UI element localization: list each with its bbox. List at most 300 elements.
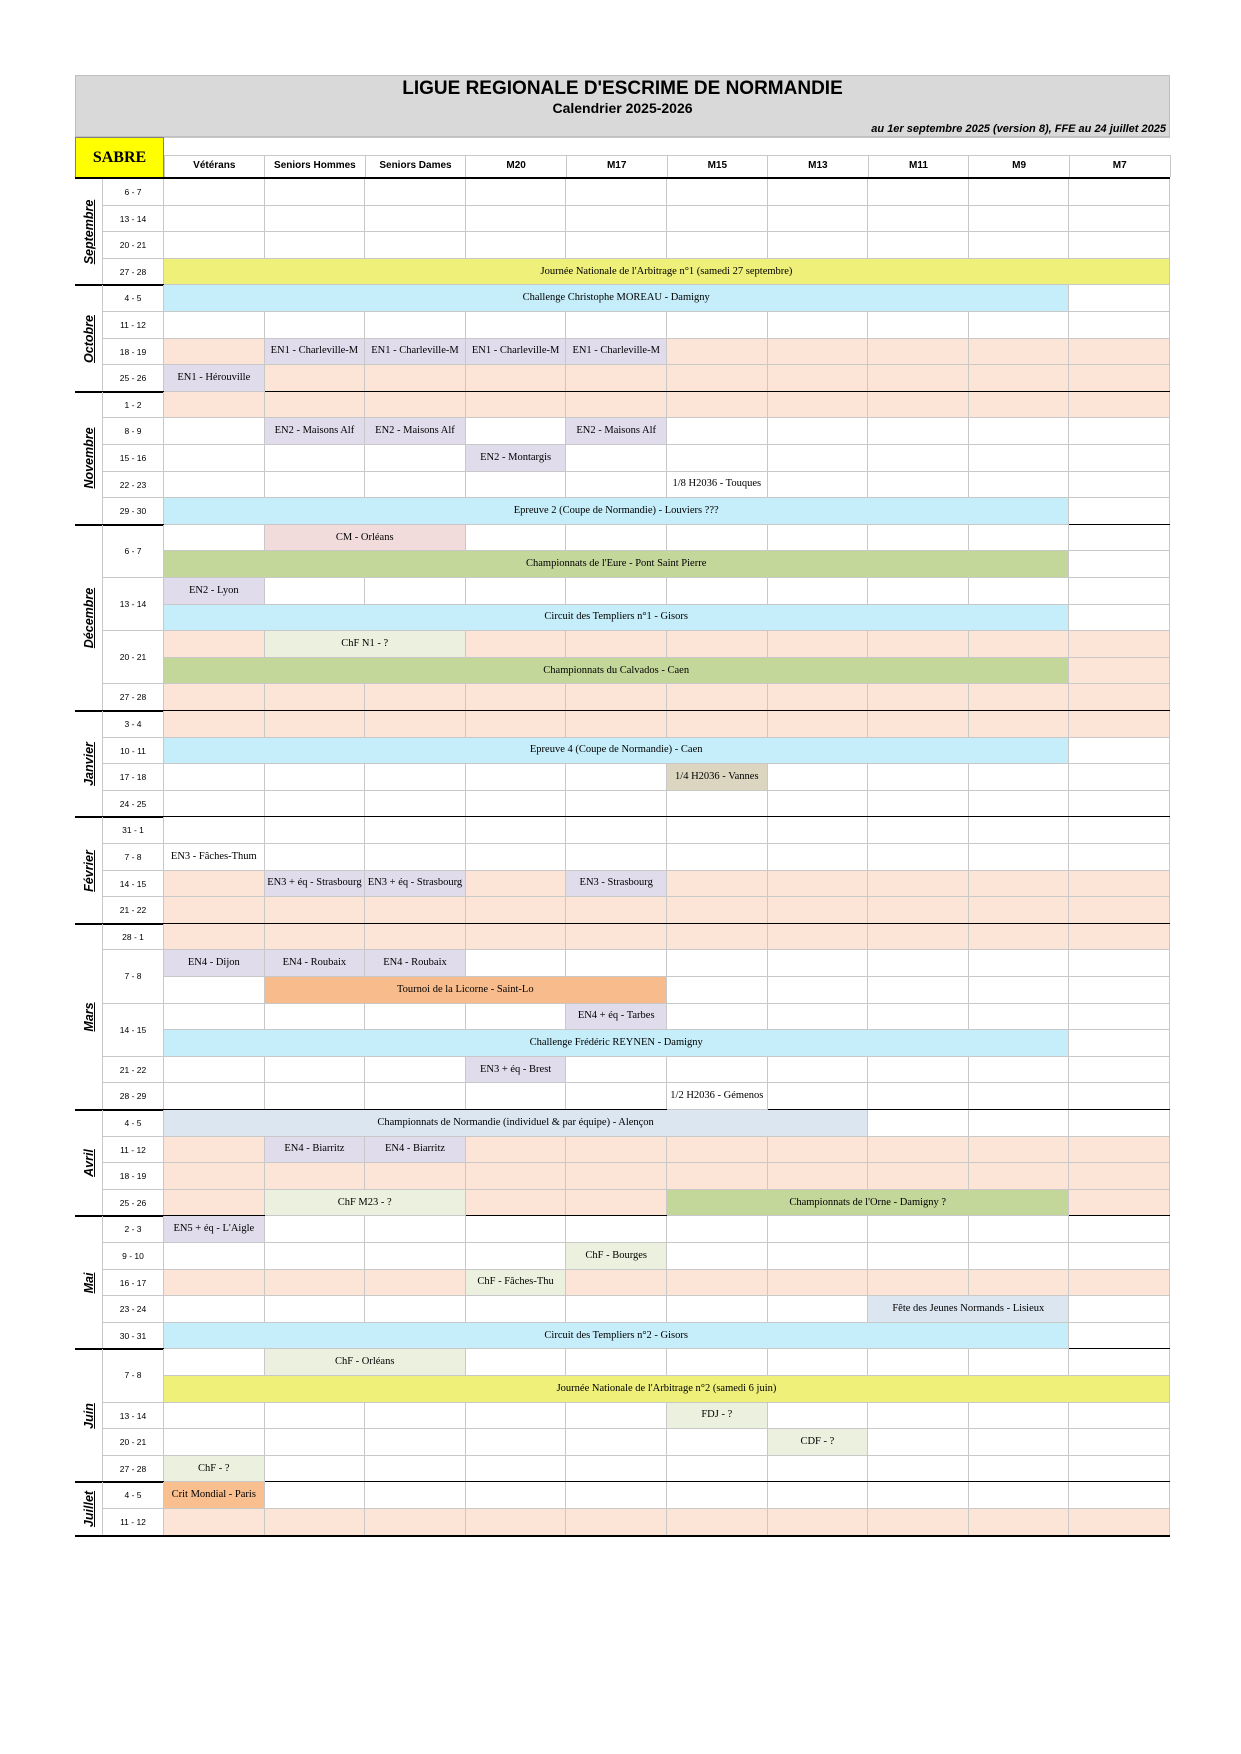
calendar-cell xyxy=(164,445,265,472)
week-date: 20 - 21 xyxy=(103,631,164,684)
calendar-cell xyxy=(969,897,1070,924)
calendar-cell xyxy=(969,1509,1070,1536)
column-header: M17 xyxy=(606,160,627,171)
calendar-cell xyxy=(1069,684,1170,711)
calendar-cell xyxy=(365,1057,466,1084)
calendar-cell xyxy=(868,684,969,711)
calendar-cell xyxy=(1069,844,1170,871)
event-cell: EN3 + éq - Brest xyxy=(466,1057,567,1084)
event-cell: EN1 - Charleville-M xyxy=(265,339,366,366)
event-cell: Challenge Frédéric REYNEN - Damigny xyxy=(164,1030,1069,1057)
calendar-cell xyxy=(365,1429,466,1456)
week-date: 13 - 14 xyxy=(103,206,164,233)
calendar-cell xyxy=(466,578,567,605)
calendar-cell xyxy=(566,950,667,977)
calendar-cell xyxy=(566,844,667,871)
calendar-cell xyxy=(365,472,466,499)
calendar-cell xyxy=(566,1349,667,1376)
calendar-cell xyxy=(868,897,969,924)
calendar-cell xyxy=(466,1509,567,1536)
calendar-cell xyxy=(466,1482,567,1509)
column-header: M9 xyxy=(1012,160,1027,171)
calendar-cell xyxy=(164,1137,265,1164)
calendar-cell xyxy=(868,1216,969,1243)
calendar-cell xyxy=(365,232,466,259)
calendar-cell xyxy=(265,1004,366,1031)
calendar-cell xyxy=(969,1163,1070,1190)
calendar-cell xyxy=(969,950,1070,977)
calendar-cell xyxy=(365,365,466,392)
month-label xyxy=(75,1349,103,1482)
calendar-cell xyxy=(365,764,466,791)
week-date: 13 - 14 xyxy=(103,578,164,631)
calendar-cell xyxy=(566,232,667,259)
calendar-cell xyxy=(768,1482,869,1509)
month-name: Décembre xyxy=(81,587,96,649)
calendar-cell xyxy=(667,578,768,605)
calendar-cell xyxy=(566,1509,667,1536)
calendar-cell xyxy=(265,232,366,259)
calendar-cell xyxy=(768,817,869,844)
calendar-cell xyxy=(969,817,1070,844)
calendar-cell xyxy=(768,711,869,738)
calendar-cell xyxy=(768,1403,869,1430)
week-date: 16 - 17 xyxy=(103,1270,164,1297)
calendar-cell xyxy=(1069,950,1170,977)
page-subtitle: Calendrier 2025-2026 xyxy=(552,100,693,116)
month-name: Février xyxy=(81,849,96,892)
calendar-cell xyxy=(164,631,265,658)
calendar-cell xyxy=(868,578,969,605)
calendar-cell xyxy=(1069,977,1170,1004)
page-title: LIGUE REGIONALE D'ESCRIME DE NORMANDIE xyxy=(402,78,843,99)
calendar-cell xyxy=(1069,924,1170,951)
column-header: M7 xyxy=(1112,160,1127,171)
calendar-cell xyxy=(768,578,869,605)
calendar-cell xyxy=(566,1137,667,1164)
calendar-cell xyxy=(1069,365,1170,392)
calendar-cell xyxy=(768,791,869,818)
calendar-cell xyxy=(265,924,366,951)
calendar-cell xyxy=(667,924,768,951)
calendar-cell xyxy=(566,312,667,339)
calendar-cell xyxy=(466,950,567,977)
calendar-cell xyxy=(164,1004,265,1031)
calendar-cell xyxy=(969,392,1070,419)
event-cell: FDJ - ? xyxy=(667,1403,768,1430)
calendar-cell xyxy=(667,1456,768,1483)
calendar-cell xyxy=(667,897,768,924)
calendar-cell xyxy=(566,445,667,472)
calendar-cell xyxy=(566,817,667,844)
calendar-cell xyxy=(1069,1403,1170,1430)
calendar-cell xyxy=(164,817,265,844)
calendar-cell xyxy=(768,392,869,419)
calendar-cell xyxy=(667,711,768,738)
calendar-cell xyxy=(164,418,265,445)
calendar-cell xyxy=(365,1004,466,1031)
calendar-cell xyxy=(868,1482,969,1509)
calendar-cell xyxy=(466,791,567,818)
calendar-cell xyxy=(466,897,567,924)
calendar-cell xyxy=(1069,1323,1170,1350)
calendar-cell xyxy=(768,1083,869,1110)
calendar-cell xyxy=(164,924,265,951)
weapon-label: SABRE xyxy=(75,137,164,178)
event-cell: EN3 + éq - Strasbourg xyxy=(365,871,466,898)
week-date: 14 - 15 xyxy=(103,871,164,898)
calendar-cell xyxy=(868,764,969,791)
calendar-cell xyxy=(466,1004,567,1031)
event-cell: EN1 - Charleville-M xyxy=(466,339,567,366)
calendar-cell xyxy=(466,392,567,419)
week-date: 28 - 1 xyxy=(103,924,164,951)
calendar-cell xyxy=(566,179,667,206)
event-cell: Journée Nationale de l'Arbitrage n°1 (samedi 27 septembre) xyxy=(164,259,1170,286)
calendar-cell xyxy=(667,977,768,1004)
calendar-cell xyxy=(566,897,667,924)
calendar-cell xyxy=(566,365,667,392)
calendar-cell xyxy=(265,1243,366,1270)
calendar-cell xyxy=(265,1270,366,1297)
calendar-cell xyxy=(1069,392,1170,419)
column-header: M13 xyxy=(808,160,828,171)
calendar-cell xyxy=(566,578,667,605)
event-cell: ChF - Bourges xyxy=(566,1243,667,1270)
calendar-cell xyxy=(868,472,969,499)
calendar-cell xyxy=(868,924,969,951)
calendar-cell xyxy=(868,418,969,445)
calendar-cell xyxy=(868,1270,969,1297)
calendar-cell xyxy=(868,1509,969,1536)
calendar-cell xyxy=(1069,1296,1170,1323)
calendar-cell xyxy=(969,339,1070,366)
calendar-cell xyxy=(768,1163,869,1190)
calendar-cell xyxy=(969,418,1070,445)
calendar-cell xyxy=(265,791,366,818)
calendar-cell xyxy=(164,1403,265,1430)
column-header: Seniors Hommes xyxy=(274,160,356,171)
event-cell: Tournoi de la Licorne - Saint-Lo xyxy=(265,977,667,1004)
event-cell: 1/8 H2036 - Touques xyxy=(667,472,768,499)
week-date: 10 - 11 xyxy=(103,738,164,765)
calendar-cell xyxy=(667,950,768,977)
calendar-cell xyxy=(969,206,1070,233)
calendar-cell xyxy=(667,1163,768,1190)
calendar-cell xyxy=(265,179,366,206)
calendar-cell xyxy=(768,1456,869,1483)
calendar-cell xyxy=(265,1403,366,1430)
column-header: Seniors Dames xyxy=(379,160,452,171)
calendar-cell xyxy=(164,1429,265,1456)
event-cell: Epreuve 4 (Coupe de Normandie) - Caen xyxy=(164,738,1069,765)
calendar-cell xyxy=(868,1456,969,1483)
month-name: Octobre xyxy=(81,314,96,363)
event-cell: EN2 - Maisons Alf xyxy=(265,418,366,445)
calendar-cell xyxy=(466,1243,567,1270)
calendar-cell xyxy=(466,1083,567,1110)
calendar-cell xyxy=(969,1403,1070,1430)
calendar-cell xyxy=(466,684,567,711)
calendar-cell xyxy=(1069,1004,1170,1031)
calendar-cell xyxy=(768,365,869,392)
calendar-cell xyxy=(164,232,265,259)
week-date: 18 - 19 xyxy=(103,339,164,366)
event-cell: Championnats de l'Orne - Damigny ? xyxy=(667,1190,1069,1217)
calendar-cell xyxy=(969,631,1070,658)
calendar-cell xyxy=(466,232,567,259)
calendar-cell xyxy=(868,445,969,472)
calendar-cell xyxy=(164,312,265,339)
calendar-cell xyxy=(868,525,969,552)
calendar-cell xyxy=(768,631,869,658)
calendar-cell xyxy=(566,1190,667,1217)
calendar-cell xyxy=(969,1456,1070,1483)
calendar-cell xyxy=(265,817,366,844)
month-name: Septembre xyxy=(81,199,96,265)
calendar-cell xyxy=(164,791,265,818)
calendar-cell xyxy=(566,1403,667,1430)
week-date: 24 - 25 xyxy=(103,791,164,818)
event-cell: EN4 - Roubaix xyxy=(265,950,366,977)
calendar-cell xyxy=(1069,817,1170,844)
calendar-cell xyxy=(969,312,1070,339)
week-date: 21 - 22 xyxy=(103,1057,164,1084)
week-date: 15 - 16 xyxy=(103,445,164,472)
calendar-cell xyxy=(164,897,265,924)
calendar-cell xyxy=(365,897,466,924)
calendar-header xyxy=(75,75,1170,137)
calendar-cell xyxy=(768,684,869,711)
header-line xyxy=(164,137,1170,138)
calendar-cell xyxy=(164,1163,265,1190)
calendar-cell xyxy=(164,977,265,1004)
calendar-cell xyxy=(466,1190,567,1217)
calendar-cell xyxy=(164,764,265,791)
week-date: 4 - 5 xyxy=(103,1482,164,1509)
calendar-cell xyxy=(566,764,667,791)
event-cell: EN4 - Roubaix xyxy=(365,950,466,977)
calendar-cell xyxy=(1069,1030,1170,1057)
calendar-cell xyxy=(466,711,567,738)
calendar-cell xyxy=(365,817,466,844)
calendar-cell xyxy=(466,871,567,898)
event-cell: EN3 - Fâches-Thum xyxy=(164,844,265,871)
calendar-cell xyxy=(1069,179,1170,206)
calendar-cell xyxy=(868,1137,969,1164)
month-name: Janvier xyxy=(81,742,96,787)
calendar-cell xyxy=(868,1110,969,1137)
calendar-cell xyxy=(164,1243,265,1270)
calendar-cell xyxy=(868,791,969,818)
calendar-cell xyxy=(667,1270,768,1297)
calendar-cell xyxy=(1069,871,1170,898)
calendar-cell xyxy=(566,525,667,552)
calendar-cell xyxy=(969,1083,1070,1110)
calendar-cell xyxy=(667,179,768,206)
week-date: 30 - 31 xyxy=(103,1323,164,1350)
calendar-cell xyxy=(164,871,265,898)
calendar-cell xyxy=(265,445,366,472)
calendar-cell xyxy=(1069,418,1170,445)
event-cell: ChF - ? xyxy=(164,1456,265,1483)
calendar-cell xyxy=(868,844,969,871)
event-cell: CM - Orléans xyxy=(265,525,466,552)
month-label xyxy=(75,924,103,1110)
event-cell: Circuit des Templiers n°1 - Gisors xyxy=(164,605,1069,632)
event-cell: 1/4 H2036 - Vannes xyxy=(667,764,768,791)
event-cell: Crit Mondial - Paris xyxy=(164,1482,265,1509)
week-date: 25 - 26 xyxy=(103,365,164,392)
calendar-cell xyxy=(1069,339,1170,366)
week-date: 28 - 29 xyxy=(103,1083,164,1110)
month-label xyxy=(75,525,103,711)
month-label xyxy=(75,285,103,391)
calendar-cell xyxy=(1069,631,1170,658)
calendar-cell xyxy=(768,179,869,206)
calendar-cell xyxy=(768,1349,869,1376)
event-cell: EN2 - Lyon xyxy=(164,578,265,605)
calendar-cell xyxy=(566,392,667,419)
calendar-cell xyxy=(164,1349,265,1376)
calendar-cell xyxy=(667,339,768,366)
calendar-cell xyxy=(466,1456,567,1483)
calendar-cell xyxy=(566,1163,667,1190)
calendar-cell xyxy=(265,764,366,791)
calendar-cell xyxy=(868,1004,969,1031)
calendar-cell xyxy=(1069,791,1170,818)
calendar-cell xyxy=(365,445,466,472)
month-name: Avril xyxy=(81,1149,96,1178)
calendar-cell xyxy=(365,1482,466,1509)
calendar-cell xyxy=(265,1482,366,1509)
calendar-cell xyxy=(868,1429,969,1456)
calendar-cell xyxy=(566,711,667,738)
calendar-cell xyxy=(1069,498,1170,525)
month-name: Mars xyxy=(81,1002,96,1032)
week-date: 23 - 24 xyxy=(103,1296,164,1323)
calendar-cell xyxy=(466,312,567,339)
calendar-cell xyxy=(265,1083,366,1110)
event-cell: Challenge Christophe MOREAU - Damigny xyxy=(164,285,1069,312)
calendar-cell xyxy=(868,631,969,658)
calendar-cell xyxy=(969,1429,1070,1456)
calendar-cell xyxy=(566,1482,667,1509)
calendar-cell xyxy=(1069,1509,1170,1536)
calendar-cell xyxy=(768,924,869,951)
week-date: 11 - 12 xyxy=(103,1509,164,1536)
calendar-cell xyxy=(868,1163,969,1190)
calendar-cell xyxy=(768,472,869,499)
calendar-cell xyxy=(265,1296,366,1323)
calendar-cell xyxy=(868,339,969,366)
event-cell: EN2 - Montargis xyxy=(466,445,567,472)
week-date: 8 - 9 xyxy=(103,418,164,445)
calendar-cell xyxy=(768,339,869,366)
calendar-cell xyxy=(566,1083,667,1110)
calendar-cell xyxy=(1069,1057,1170,1084)
calendar-cell xyxy=(868,179,969,206)
event-cell: EN4 - Biarritz xyxy=(365,1137,466,1164)
calendar-cell xyxy=(667,1482,768,1509)
event-cell: ChF M23 - ? xyxy=(265,1190,466,1217)
calendar-cell xyxy=(265,844,366,871)
calendar-cell xyxy=(164,1083,265,1110)
calendar-cell xyxy=(768,1296,869,1323)
calendar-cell xyxy=(1069,472,1170,499)
calendar-cell xyxy=(969,1004,1070,1031)
calendar-cell xyxy=(365,844,466,871)
event-cell: ChF N1 - ? xyxy=(265,631,466,658)
calendar-cell xyxy=(768,445,869,472)
calendar-cell xyxy=(868,1403,969,1430)
calendar-cell xyxy=(1069,1429,1170,1456)
calendar-cell xyxy=(566,1456,667,1483)
calendar-cell xyxy=(566,1057,667,1084)
calendar-cell xyxy=(768,844,869,871)
week-date: 27 - 28 xyxy=(103,259,164,286)
calendar-cell xyxy=(265,1057,366,1084)
calendar-cell xyxy=(566,1216,667,1243)
week-date: 6 - 7 xyxy=(103,179,164,206)
calendar-cell xyxy=(768,232,869,259)
week-date: 31 - 1 xyxy=(103,817,164,844)
calendar-cell xyxy=(265,312,366,339)
calendar-cell xyxy=(1069,525,1170,552)
calendar-cell xyxy=(1069,711,1170,738)
calendar-cell xyxy=(969,684,1070,711)
version-note: au 1er septembre 2025 (version 8), FFE au 24 juillet 2025 xyxy=(871,123,1166,135)
calendar-cell xyxy=(969,924,1070,951)
calendar-cell xyxy=(768,1243,869,1270)
calendar-cell xyxy=(667,1137,768,1164)
calendar-cell xyxy=(265,472,366,499)
month-label xyxy=(75,1110,103,1216)
calendar-cell xyxy=(365,312,466,339)
week-date: 9 - 10 xyxy=(103,1243,164,1270)
calendar-cell xyxy=(868,392,969,419)
calendar-cell xyxy=(265,1509,366,1536)
calendar-cell xyxy=(466,764,567,791)
calendar-cell xyxy=(1069,1349,1170,1376)
calendar-cell xyxy=(466,418,567,445)
week-date: 4 - 5 xyxy=(103,1110,164,1137)
calendar-cell xyxy=(566,1270,667,1297)
week-date: 1 - 2 xyxy=(103,392,164,419)
calendar-cell xyxy=(969,871,1070,898)
calendar-cell xyxy=(466,365,567,392)
calendar-cell xyxy=(365,684,466,711)
calendar-sheet xyxy=(75,75,1170,1546)
calendar-cell xyxy=(265,365,366,392)
calendar-cell xyxy=(969,1482,1070,1509)
event-cell: Championnats du Calvados - Caen xyxy=(164,658,1069,685)
event-cell: Fête des Jeunes Normands - Lisieux xyxy=(868,1296,1069,1323)
calendar-cell xyxy=(969,472,1070,499)
calendar-cell xyxy=(969,365,1070,392)
calendar-cell xyxy=(667,418,768,445)
calendar-cell xyxy=(466,179,567,206)
calendar-cell xyxy=(466,1296,567,1323)
event-cell: EN3 - Strasbourg xyxy=(566,871,667,898)
calendar-cell xyxy=(667,232,768,259)
calendar-cell xyxy=(969,1110,1070,1137)
calendar-cell xyxy=(1069,1163,1170,1190)
week-date: 14 - 15 xyxy=(103,1004,164,1057)
calendar-cell xyxy=(969,977,1070,1004)
week-date: 17 - 18 xyxy=(103,764,164,791)
calendar-cell xyxy=(566,791,667,818)
